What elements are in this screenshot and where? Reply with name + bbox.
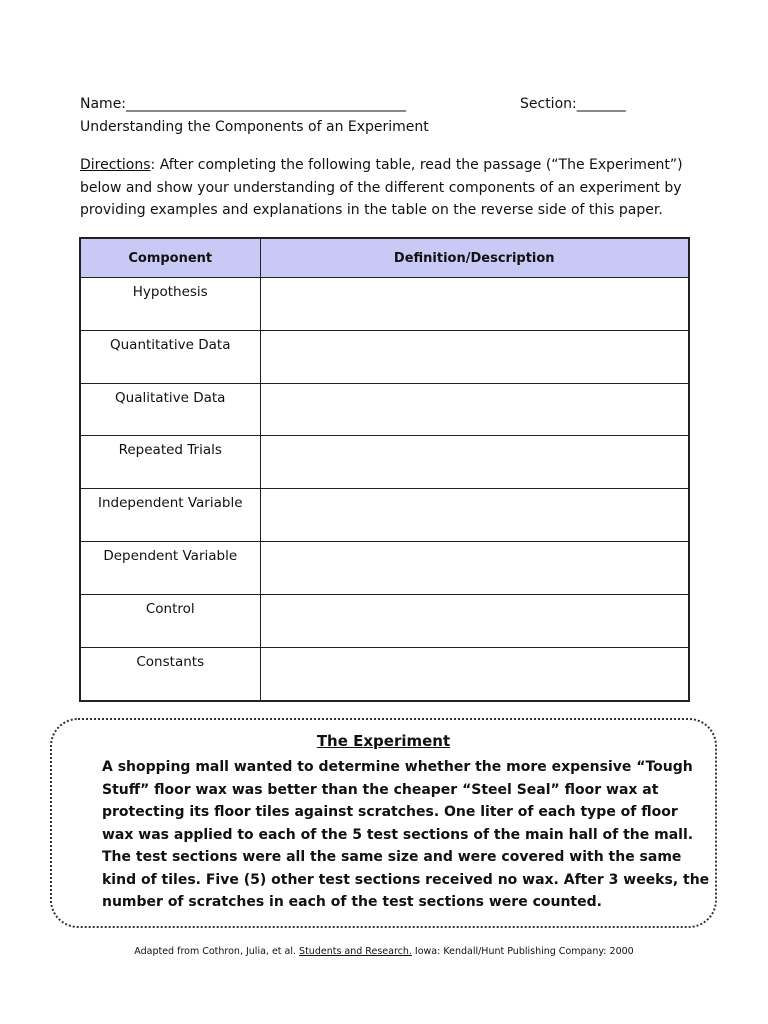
table-row	[80, 330, 689, 383]
experiment-passage-box	[50, 718, 717, 928]
definition-cell[interactable]	[260, 489, 689, 542]
table-row	[80, 278, 689, 331]
table-row	[80, 647, 689, 701]
component-cell: Repeated Trials	[80, 436, 260, 489]
experiment-title-text: The Experiment	[316, 732, 451, 750]
section-field-line: Section:_______	[520, 96, 626, 112]
component-cell: Quantitative Data	[80, 330, 260, 383]
table-row	[80, 383, 689, 436]
component-cell: Hypothesis	[80, 278, 260, 331]
table-row	[80, 541, 689, 594]
component-cell: Qualitative Data	[80, 383, 260, 436]
definition-cell[interactable]	[260, 383, 689, 436]
definition-cell[interactable]	[260, 436, 689, 489]
citation-suffix: Iowa: Kendall/Hunt Publishing Company: 2000	[411, 946, 634, 957]
citation-title: Students and Research.	[299, 946, 412, 957]
experiment-body: A shopping mall wanted to determine whether the more expensive “Tough Stuff” floor wax was better than the cheaper “Steel Seal” floor wax at protecting its floor tiles against scratches. One liter of each type of floor wax was applied to each of the 5 test sections of the main hall of the mall. The test sections were all the same size and were covered with the same kind of tiles. Five (5) other test sections received no wax. After 3 weeks, the number of scratches in each of the test sections were counted.	[102, 759, 710, 910]
definition-cell[interactable]	[260, 594, 689, 647]
column-header-definition: Definition/Description	[260, 238, 689, 278]
directions-paragraph	[80, 154, 700, 222]
table-header-row	[80, 238, 689, 278]
table-row	[80, 436, 689, 489]
component-cell: Control	[80, 594, 260, 647]
directions-text: : After completing the following table, read the passage (“The Experiment”) below and show your understanding of the different components of an experiment by providing examples and explanations in the table on the reverse side of this paper.	[80, 157, 683, 218]
directions-label: Directions	[80, 157, 151, 173]
citation-footer	[0, 946, 768, 957]
page-subtitle: Understanding the Components of an Experiment	[80, 119, 429, 135]
component-cell: Independent Variable	[80, 489, 260, 542]
column-header-component: Component	[80, 238, 260, 278]
components-table	[79, 237, 690, 702]
definition-cell[interactable]	[260, 541, 689, 594]
citation-prefix: Adapted from Cothron, Julia, et al.	[134, 946, 300, 957]
definition-cell[interactable]	[260, 278, 689, 331]
definition-cell[interactable]	[260, 647, 689, 701]
component-cell: Dependent Variable	[80, 541, 260, 594]
table-row	[80, 594, 689, 647]
name-field-line: Name:________________________________________	[80, 96, 407, 112]
experiment-title	[52, 732, 715, 750]
definition-cell[interactable]	[260, 330, 689, 383]
component-cell: Constants	[80, 647, 260, 701]
table-row	[80, 489, 689, 542]
